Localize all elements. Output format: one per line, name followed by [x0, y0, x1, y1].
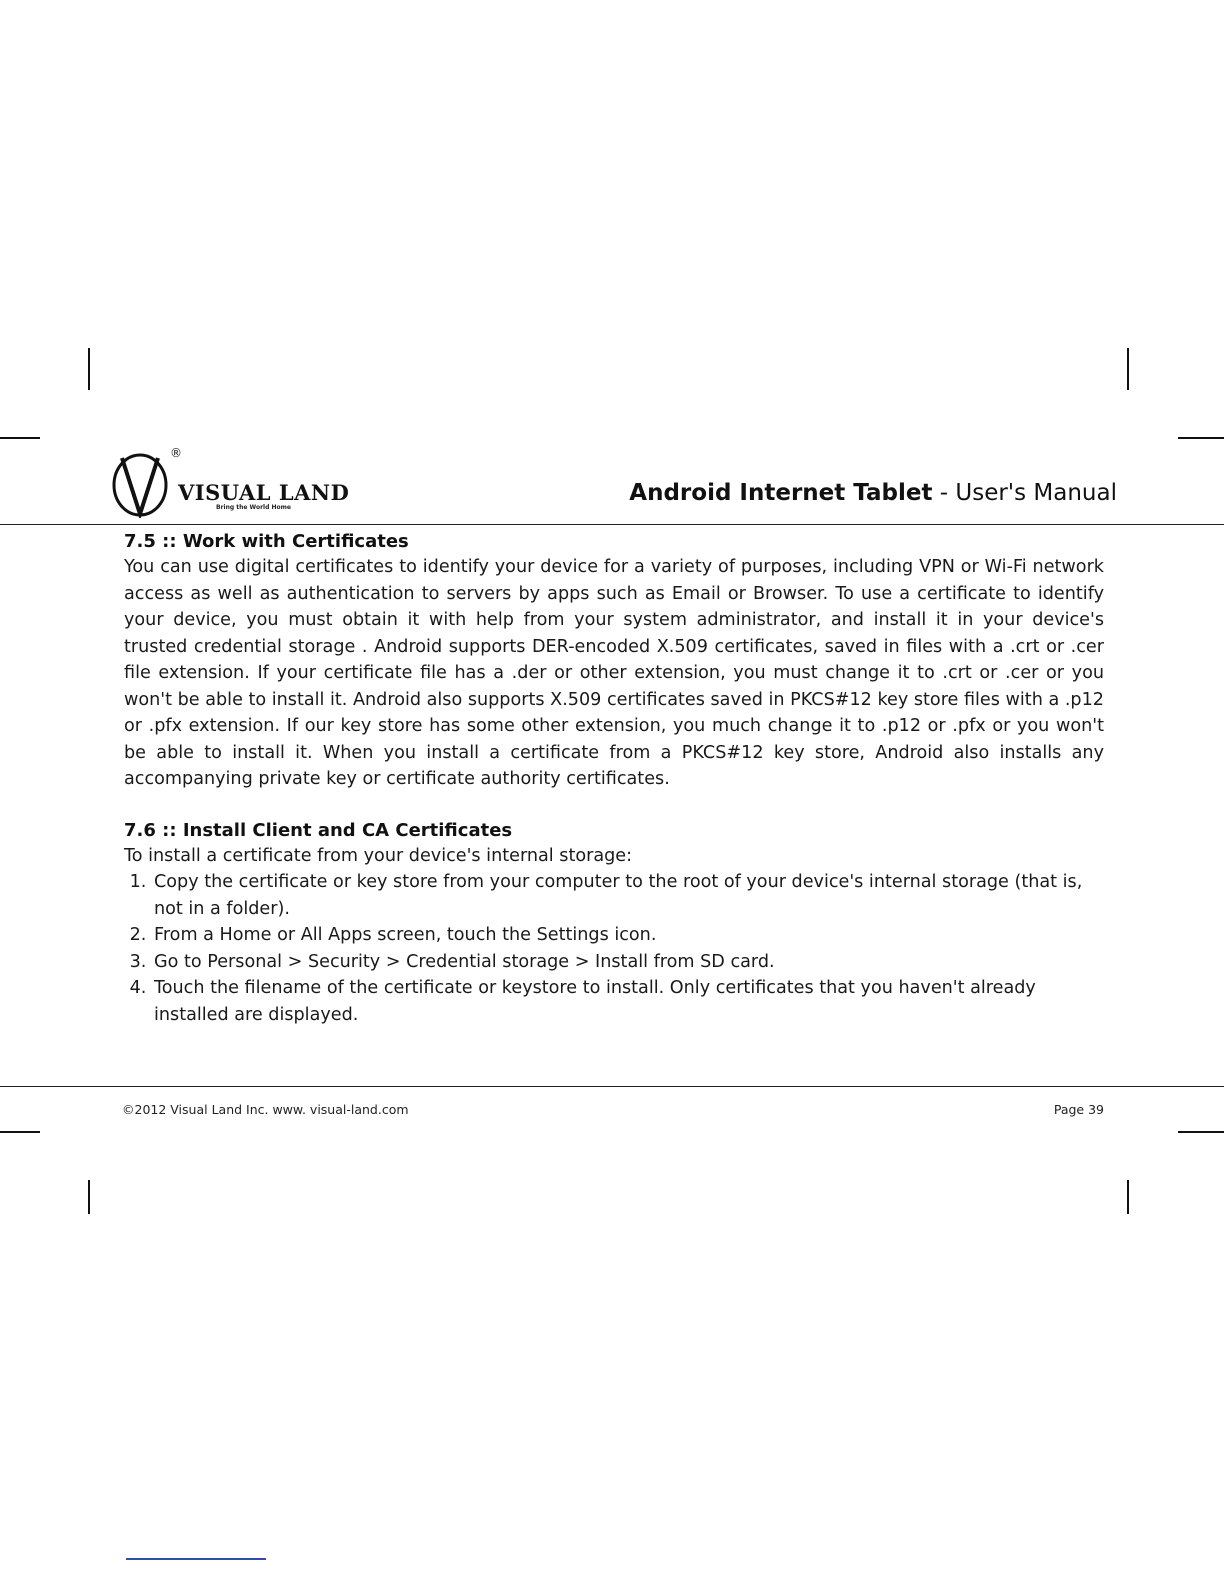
install-steps-list [124, 869, 1104, 1028]
section-heading-7-5: 7.5 :: Work with Certificates [124, 531, 409, 552]
manual-title-bold: Android Internet Tablet [629, 480, 933, 506]
section-7-6-intro: To install a certificate from your device's internal storage: [124, 845, 633, 866]
list-item: 2. From a Home or All Apps screen, touch the Settings icon. [152, 922, 1104, 949]
registered-mark: ® [170, 446, 182, 460]
list-item: 1. Copy the certificate or key store from your computer to the root of your device's internal storage (that is, not in a folder). [152, 869, 1104, 922]
brand-name: VISUAL LAND [178, 480, 350, 505]
page-number: Page 39 [1053, 1102, 1104, 1117]
section-7-5-body: You can use digital certificates to identify your device for a variety of purposes, including VPN or Wi-Fi network access as well as authentication to servers by apps such as Email or Browser. To use a certificate to identify your device, you must obtain it with help from your system administrator, and install it in your device's trusted credential storage . Android supports DER-encoded X.509 certificates, saved in files with a .crt or .cer file extension. If your certificate file has a .der or other extension, you must change it to .crt or .cer or you won't be able to install it. Android also supports X.509 certificates saved in PKCS#12 key store files with a .p12 or .pfx extension. If our key store has some other extension, you much change it to .p12 or .pfx or you won't be able to install it. When you install a certificate from a PKCS#12 key store, Android also installs any accompanying private key or certificate authority certificates. [124, 557, 1104, 789]
crop-mark-bottom-left-vertical [88, 1180, 90, 1214]
crop-mark-bottom-left-horizontal [0, 1131, 40, 1133]
brand-logo [108, 448, 358, 518]
section-heading-7-6: 7.6 :: Install Client and CA Certificates [124, 819, 513, 841]
v-circle-logo-icon [108, 448, 178, 518]
footer-copyright: ©2012 Visual Land Inc. www. visual-land.com [122, 1102, 409, 1117]
list-item: 3. Go to Personal > Security > Credential storage > Install from SD card. [152, 949, 1104, 976]
crop-mark-top-right-horizontal [1178, 437, 1224, 439]
manual-title [629, 480, 1117, 506]
bottom-footnote-rule [126, 1558, 266, 1560]
footer-rule [0, 1086, 1224, 1087]
crop-mark-top-left-horizontal [0, 437, 40, 439]
crop-mark-top-left-vertical [88, 348, 90, 390]
brand-tagline: Bring the World Home [216, 504, 291, 511]
crop-mark-bottom-right-vertical [1127, 1180, 1129, 1214]
header-rule [0, 524, 1224, 525]
crop-mark-top-right-vertical [1127, 348, 1129, 390]
list-item: 4. Touch the filename of the certificate or keystore to install. Only certificates that you haven't already installed are displayed. [152, 975, 1104, 1028]
manual-title-rest: - User's Manual [932, 480, 1117, 506]
crop-mark-bottom-right-horizontal [1178, 1131, 1224, 1133]
page-content [124, 530, 1104, 1028]
